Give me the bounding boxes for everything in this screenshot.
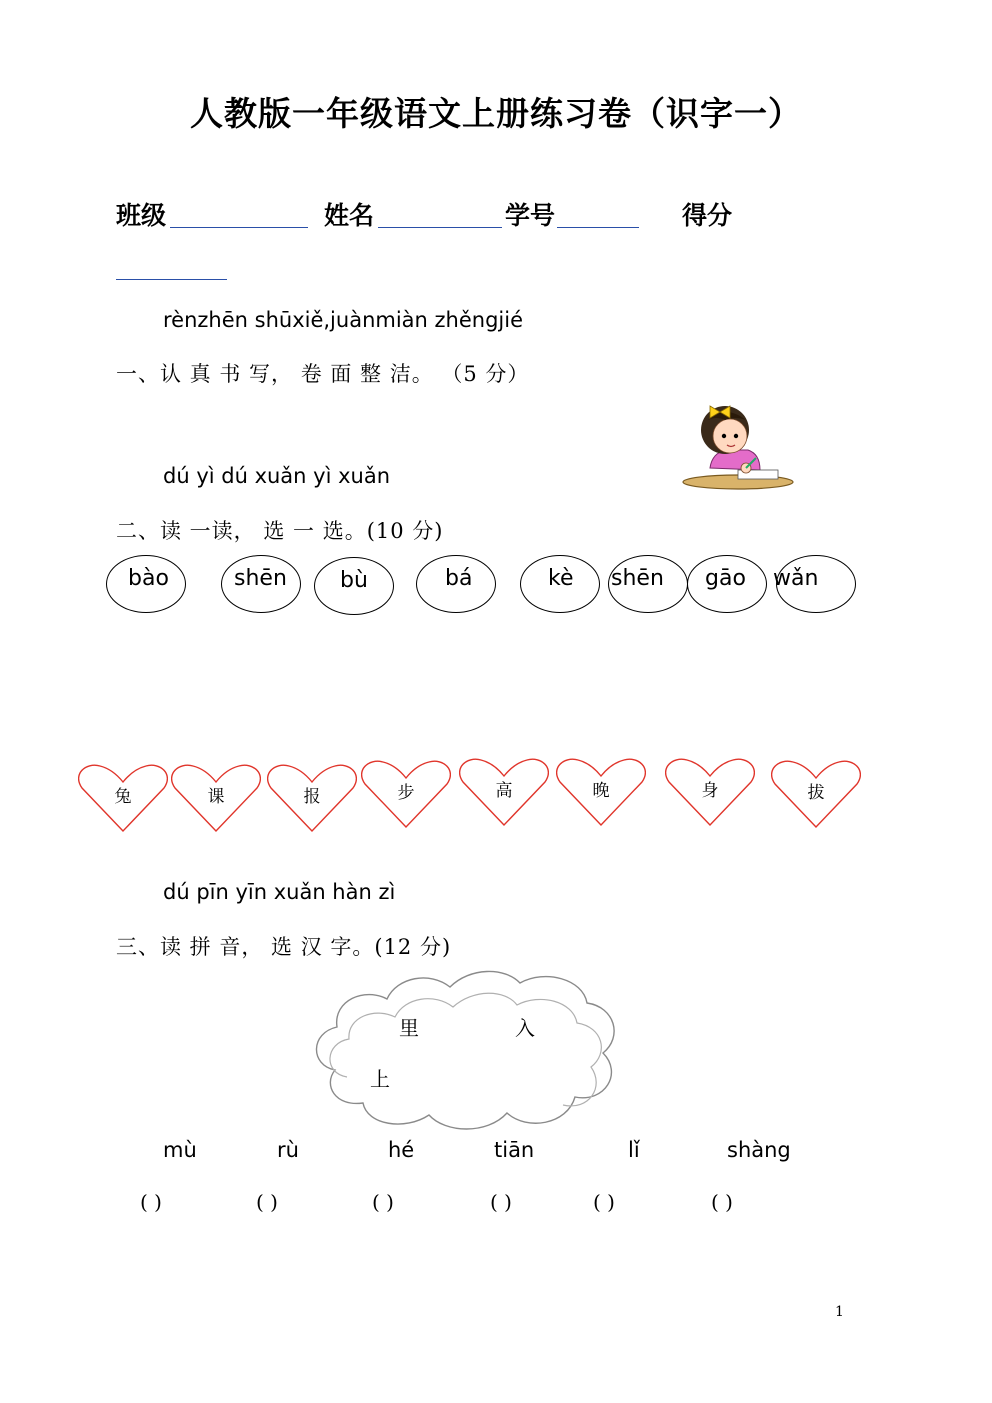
heart-card[interactable]	[78, 762, 168, 834]
answer-pinyin: mù	[163, 1138, 197, 1162]
answer-pinyin: hé	[388, 1138, 415, 1162]
section1-heading: 一、认 真 书 写， 卷 面 整 洁。 （5 分）	[116, 362, 530, 386]
heart-char: 课	[207, 787, 225, 807]
heart-card[interactable]	[665, 756, 755, 828]
answer-blank[interactable]: ( )	[140, 1190, 162, 1214]
number-label: 学号	[505, 201, 556, 230]
page-title: 人教版一年级语文上册练习卷（识字一）	[190, 94, 802, 133]
name-field[interactable]	[378, 227, 502, 228]
heart-char: 兔	[114, 787, 132, 807]
heart-char: 高	[495, 781, 513, 801]
oval-pinyin: kè	[548, 566, 574, 591]
heart-char: 身	[701, 781, 719, 801]
answer-pinyin: tiān	[494, 1138, 535, 1162]
oval-pinyin: shēn	[234, 566, 287, 591]
oval-pinyin: shēn	[611, 566, 664, 591]
heart-card[interactable]	[171, 762, 261, 834]
answer-blank[interactable]: ( )	[711, 1190, 733, 1214]
section1-pinyin: rènzhēn shūxiě,juànmiàn zhěngjié	[163, 308, 524, 332]
section2-heading: 二、读 一读， 选 一 选。(10 分)	[116, 519, 444, 543]
heart-char: 晚	[592, 781, 610, 801]
cloud-char: 里	[399, 1016, 419, 1040]
oval-pinyin: bù	[340, 568, 368, 593]
heart-char: 步	[397, 783, 415, 803]
oval-pinyin: bào	[128, 566, 169, 591]
oval-pinyin: wǎn	[773, 566, 819, 591]
heart-card[interactable]	[556, 756, 646, 828]
class-label: 班级	[116, 201, 167, 230]
section3-pinyin: dú pīn yīn xuǎn hàn zì	[163, 880, 396, 904]
heart-card[interactable]	[771, 758, 861, 830]
heart-card[interactable]	[361, 758, 451, 830]
score-label: 得分	[682, 201, 733, 230]
answer-blank[interactable]: ( )	[256, 1190, 278, 1214]
class-field[interactable]	[170, 227, 308, 228]
score-field[interactable]	[116, 279, 227, 280]
page-number: 1	[835, 1304, 844, 1320]
heart-card[interactable]	[267, 762, 357, 834]
answer-blank[interactable]: ( )	[372, 1190, 394, 1214]
section2-pinyin: dú yì dú xuǎn yì xuǎn	[163, 464, 391, 488]
heart-char: 报	[303, 787, 321, 807]
cloud-shape	[305, 965, 625, 1135]
section3-heading: 三、读 拼 音， 选 汉 字。(12 分)	[116, 935, 452, 959]
number-field[interactable]	[557, 227, 639, 228]
cloud-char: 入	[515, 1016, 535, 1040]
answer-pinyin: rù	[277, 1138, 299, 1162]
answer-blank[interactable]: ( )	[593, 1190, 615, 1214]
girl-writing-illustration	[680, 398, 795, 493]
answer-blank[interactable]: ( )	[490, 1190, 512, 1214]
answer-pinyin: lǐ	[628, 1138, 640, 1162]
answer-pinyin: shàng	[727, 1138, 791, 1162]
name-label: 姓名	[324, 201, 375, 230]
oval-pinyin: gāo	[705, 566, 746, 591]
heart-char: 拔	[807, 783, 825, 803]
heart-card[interactable]	[459, 756, 549, 828]
cloud-char: 上	[370, 1067, 390, 1091]
oval-pinyin: bá	[445, 566, 473, 591]
